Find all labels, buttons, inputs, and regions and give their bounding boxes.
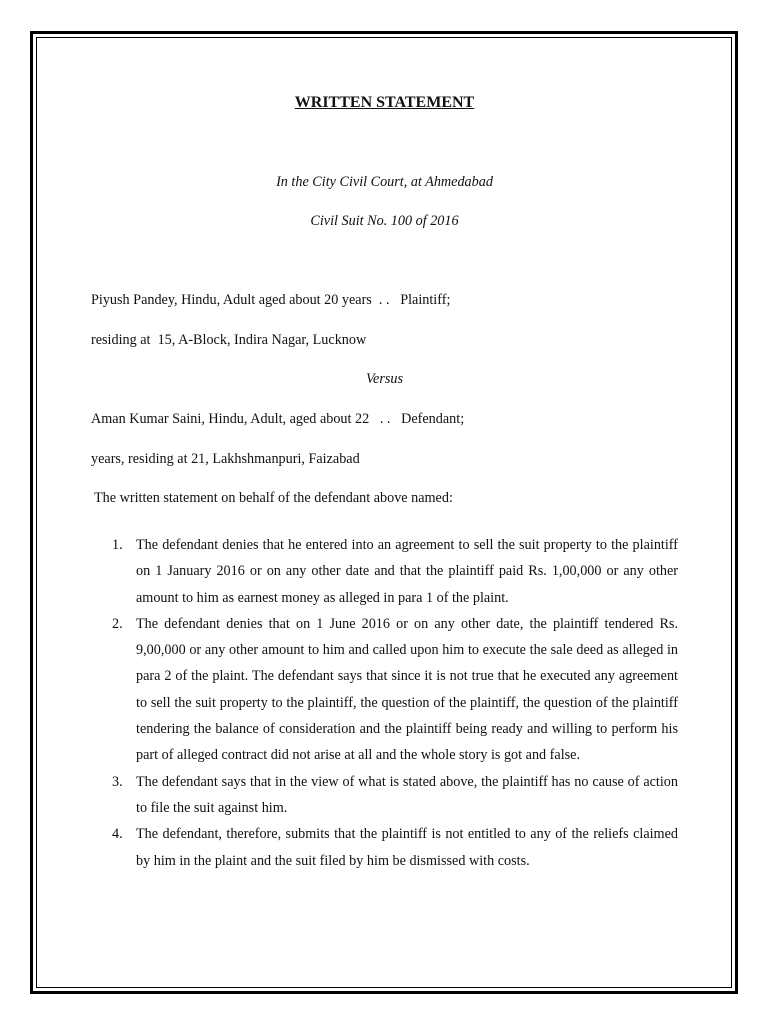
item-text: The defendant, therefore, submits that the plaintiff is not entitled to any of the reliefs claimed by him in the plaint and the suit filed by him be dismissed with costs. [136, 826, 678, 869]
suit-number: Civil Suit No. 100 of 2016 [310, 213, 459, 229]
item-text: The defendant denies that he entered into an agreement to sell the suit property to the plaintiff on 1 January 2016 or on any other date and that the plaintiff paid Rs. 1,00,000 or any other amount to him as earnest money as alleged in para 1 of the plaint. [136, 537, 678, 606]
item-number: 2. [112, 615, 123, 632]
plaintiff-line: Piyush Pandey, Hindu, Adult aged about 20 years . . Plaintiff; [91, 292, 451, 308]
defendant-line: Aman Kumar Saini, Hindu, Adult, aged about 22 . . Defendant; [91, 411, 465, 427]
plaintiff-address: residing at 15, A-Block, Indira Nagar, Lucknow [91, 332, 367, 348]
document-body [91, 90, 678, 874]
item-number: 3. [112, 773, 123, 790]
list-item [91, 532, 678, 611]
item-text: The defendant denies that on 1 June 2016 or on any other date, the plaintiff tendered Rs. 9,00,000 or any other amount to him and called upon him to execute the sale deed as alleged in para 2 of the plaint. The defendant says that since it is not true that he executed any agreement to sell the suit property to the plaintiff, the question of the plaintiff, the question of the plaintiff tendering the balance of consideration and the plaintiff being ready and willing to perform his part of alleged contract did not arise at all and the whole story is got and false. [136, 615, 678, 764]
list-item [91, 769, 678, 822]
list-item [91, 611, 678, 769]
statement-list [91, 532, 678, 874]
defendant-address: years, residing at 21, Lakhshmanpuri, Faizabad [91, 451, 360, 467]
item-number: 1. [112, 537, 123, 553]
court-name: In the City Civil Court, at Ahmedabad [276, 174, 493, 190]
versus-label: Versus [365, 371, 404, 387]
item-number: 4. [112, 826, 123, 843]
statement-intro: The written statement on behalf of the defendant above named: [94, 490, 453, 506]
list-item [91, 821, 678, 874]
item-text: The defendant says that in the view of what is stated above, the plaintiff has no cause of action to file the suit against him. [136, 773, 678, 816]
document-title: WRITTEN STATEMENT [294, 94, 475, 111]
